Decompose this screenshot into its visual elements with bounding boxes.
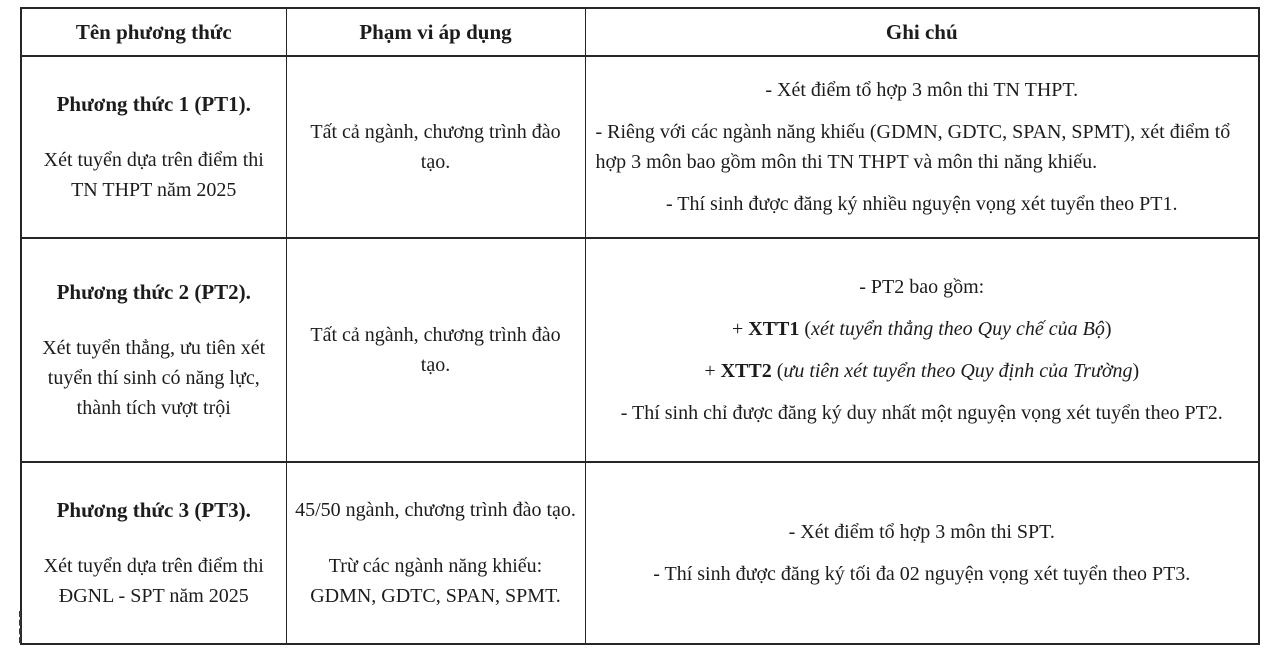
header-method-name: Tên phương thức <box>21 8 286 56</box>
note-plus-sign: + <box>731 318 749 340</box>
note-paragraph <box>596 314 1249 344</box>
method-cell <box>21 238 286 462</box>
method-desc: Xét tuyển dựa trên điểm thi TN THPT năm 2025 <box>43 149 264 201</box>
scope-text: 45/50 ngành, chương trình đào tạo. <box>295 499 576 521</box>
scope-cell <box>286 238 585 462</box>
note-paragraph: - PT2 bao gồm: <box>859 276 985 298</box>
method-title: Phương thức 3 (PT3). <box>56 498 251 522</box>
note-paragraph <box>596 356 1249 386</box>
notes-cell <box>585 462 1259 644</box>
header-scope: Phạm vi áp dụng <box>286 8 585 56</box>
scope-text: Tất cả ngành, chương trình đào tạo. <box>310 121 561 173</box>
note-detail-italic: ưu tiên xét tuyển theo Quy định của Trường <box>783 360 1133 382</box>
header-row <box>21 8 1259 56</box>
table-row-pt2 <box>21 238 1259 462</box>
note-detail-italic: xét tuyển thẳng theo Quy chế của Bộ <box>811 318 1105 340</box>
table-row-pt1 <box>21 56 1259 238</box>
method-cell <box>21 56 286 238</box>
method-desc: Xét tuyển thẳng, ưu tiên xét tuyển thí sinh có năng lực, thành tích vượt trội <box>42 337 266 419</box>
note-code-xtt2: XTT2 <box>720 360 772 382</box>
header-notes: Ghi chú <box>585 8 1259 56</box>
note-paragraph: - Thí sinh được đăng ký tối đa 02 nguyện vọng xét tuyển theo PT3. <box>653 563 1191 585</box>
note-paren-open: ( <box>799 318 812 340</box>
notes-cell <box>585 56 1259 238</box>
scope-cell <box>286 56 585 238</box>
note-paragraph: - Xét điểm tổ hợp 3 môn thi TN THPT. <box>765 79 1079 101</box>
caret-artifact <box>19 611 21 643</box>
method-title: Phương thức 2 (PT2). <box>56 280 251 304</box>
method-title: Phương thức 1 (PT1). <box>56 92 251 116</box>
note-plus-sign: + <box>704 360 721 382</box>
note-code-xtt1: XTT1 <box>748 318 800 340</box>
admission-methods-table <box>20 7 1260 645</box>
method-desc: Xét tuyển dựa trên điểm thi ĐGNL - SPT năm 2025 <box>43 555 264 607</box>
note-paren-open: ( <box>771 360 784 382</box>
note-paragraph: - Thí sinh chỉ được đăng ký duy nhất một nguyện vọng xét tuyển theo PT2. <box>620 402 1223 424</box>
scope-cell <box>286 462 585 644</box>
note-paragraph: - Riêng với các ngành năng khiếu (GDMN, GDTC, SPAN, SPMT), xét điểm tổ hợp 3 môn bao gồm môn thi TN THPT và môn thi năng khiếu. <box>595 121 1231 173</box>
note-paragraph: - Thí sinh được đăng ký nhiều nguyện vọng xét tuyển theo PT1. <box>665 193 1178 215</box>
scope-text: Tất cả ngành, chương trình đào tạo. <box>310 324 561 376</box>
method-cell <box>21 462 286 644</box>
note-paren-close: ) <box>1104 318 1112 340</box>
note-paren-close: ) <box>1132 360 1140 382</box>
table-row-pt3 <box>21 462 1259 644</box>
note-paragraph: - Xét điểm tổ hợp 3 môn thi SPT. <box>788 521 1055 543</box>
scope-exclusion-text: Trừ các ngành năng khiếu: GDMN, GDTC, SPAN, SPMT. <box>310 555 561 607</box>
notes-cell <box>585 238 1259 462</box>
